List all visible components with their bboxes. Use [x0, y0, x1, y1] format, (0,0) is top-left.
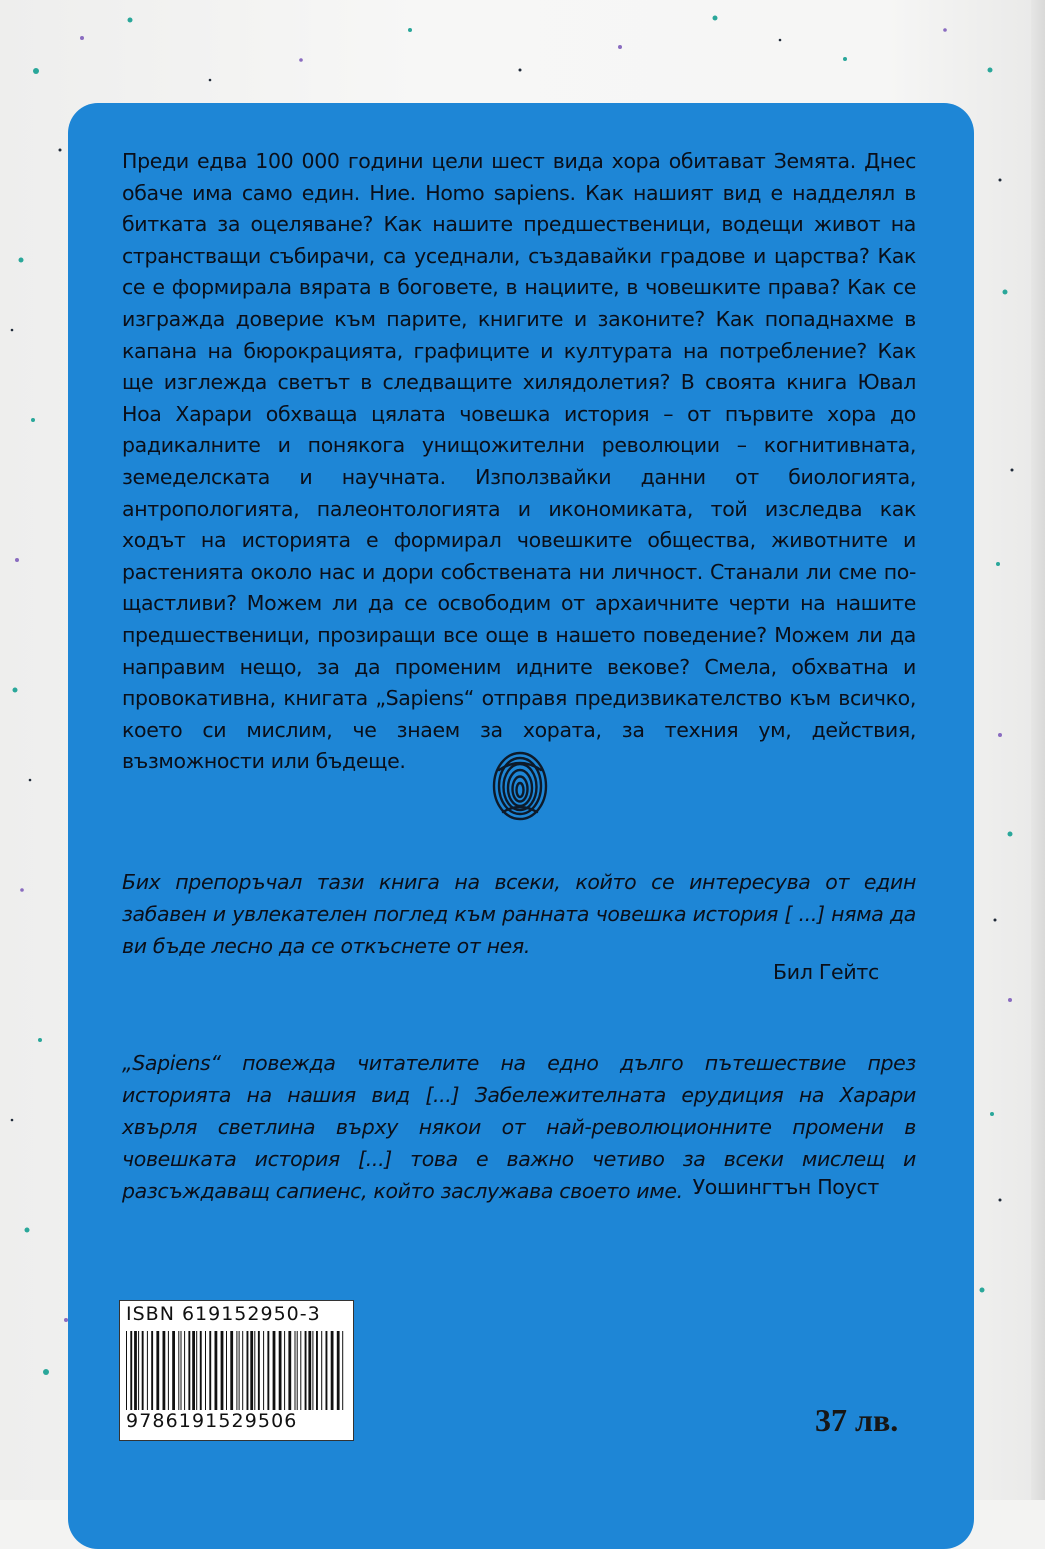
barcode-bar [181, 1331, 182, 1410]
barcode-bar [316, 1331, 318, 1410]
barcode-bar [236, 1331, 237, 1410]
barcode-bar [337, 1331, 340, 1410]
barcode-bar [279, 1331, 282, 1410]
barcode-bar [247, 1331, 249, 1410]
quote-washington-post: „Sapiens“ повежда читателите на едно дълго пътешествие през историята на нашия вид [...] Забележителната ерудиция на Харари хвърля светлина върху някои от най-революционните промени в човешката история [...] това е важно четиво за всеки мислещ и разсъждаващ сапиенс, който заслужава своето име. [122, 1051, 916, 1203]
barcode-bar [242, 1331, 243, 1410]
barcode-bar [297, 1331, 298, 1410]
barcode-bar [151, 1331, 153, 1410]
barcode-bar [168, 1331, 169, 1410]
barcode-bar [130, 1331, 132, 1410]
barcode-bar [221, 1331, 224, 1410]
barcode-bar [126, 1331, 127, 1410]
barcode-bar [305, 1331, 307, 1410]
barcode-bar [342, 1331, 343, 1410]
quote-author-bill-gates: Бил Гейтс [773, 960, 879, 984]
ean-digits: 9786191529506 [126, 1410, 298, 1432]
barcode-bar [178, 1331, 179, 1410]
barcode-bar [250, 1331, 253, 1410]
barcode-bar [163, 1331, 166, 1410]
barcode-bar [172, 1331, 175, 1410]
barcode-bar [205, 1331, 206, 1410]
barcode-bar [200, 1331, 202, 1410]
barcode-bar [273, 1331, 276, 1410]
barcode-bar [288, 1331, 291, 1410]
barcode-bar [147, 1331, 148, 1410]
barcode-bar [209, 1331, 211, 1410]
barcode-bar [267, 1331, 269, 1410]
fingerprint-icon [491, 750, 549, 822]
barcode-bar [331, 1331, 334, 1410]
barcode-bar [312, 1331, 313, 1410]
price-label: 37 лв. [815, 1402, 899, 1438]
barcode-bar [258, 1331, 260, 1410]
barcode-bar [142, 1331, 144, 1410]
isbn-number: ISBN 619152950-3 [126, 1303, 321, 1325]
quote-author-washington-post: Уошингтън Поуст [692, 1175, 879, 1199]
barcode-bar [134, 1331, 137, 1410]
barcode-bar [184, 1331, 185, 1410]
barcode-bar [215, 1331, 218, 1410]
barcode-bar [308, 1331, 311, 1410]
blurb-text: Преди едва 100 000 години цели шест вида хора обитават Земята. Днес обаче има само един. Ние. Homo sapiens. Как нашият вид е надделял в битката за оцеляване? Как нашите предшественици, водещи живот на странстващи събирачи, са уседнали, създавайки градове и царства? Как се е формирала вярата в боговете, в нациите, в човешките права? Как се изгражда доверие към парите, книгите и законите? Как попаднахме в капана на бюрокрацията, графиците и културата на потребление? Как ще изглежда светът в следващите хилядолетия? В своята книга Ювал Ноа Харари обхваща цялата човешка история – от първите хора до радикалните и понякога унищожителни революции – когнитивната, земеделската и научната. Използвайки данни от биологията, антропологията, палеонтологията и икономиката, той изследва как ходът на историята е формирал човешките общества, животните и растенията около нас и дори собствената ни личност. Станали ли сме по-щастливи? Можем ли да се освободим от архаичните черти на нашите предшественици, прозиращи все още в нашето поведение? Можем ли да направим нещо, за да променим идните векове? Смела, обхватна и провокативна, книгата „Sapiens“ отправя предизвикателство към всичко, което си мислим, че знаем за хората, за техния ум, действия, възможности или бъдеще. [122, 149, 916, 774]
barcode-bar [254, 1331, 255, 1410]
barcode-bar [156, 1331, 159, 1410]
barcode-bar [300, 1331, 301, 1410]
barcode-bar [188, 1331, 190, 1410]
barcode-bar [192, 1331, 195, 1410]
barcode-bar [239, 1331, 240, 1410]
quote-bill-gates: Бих препоръчал тази книга на всеки, който се интересува от един забавен и увлекателен поглед към ранната човешка история [ ...] няма да ви бъде лесно да се откъснете от нея. [122, 870, 916, 958]
barcode-bar [230, 1331, 233, 1410]
barcode-bar [138, 1331, 139, 1410]
spine-edge [1031, 0, 1045, 1500]
barcode-bar [321, 1331, 322, 1410]
barcode-bar [196, 1331, 197, 1410]
barcode-bars [125, 1331, 347, 1410]
barcode-bar [226, 1331, 227, 1410]
barcode-bar [326, 1331, 328, 1410]
barcode-bar [263, 1331, 264, 1410]
barcode-bar [295, 1331, 296, 1410]
barcode-bar [284, 1331, 285, 1410]
